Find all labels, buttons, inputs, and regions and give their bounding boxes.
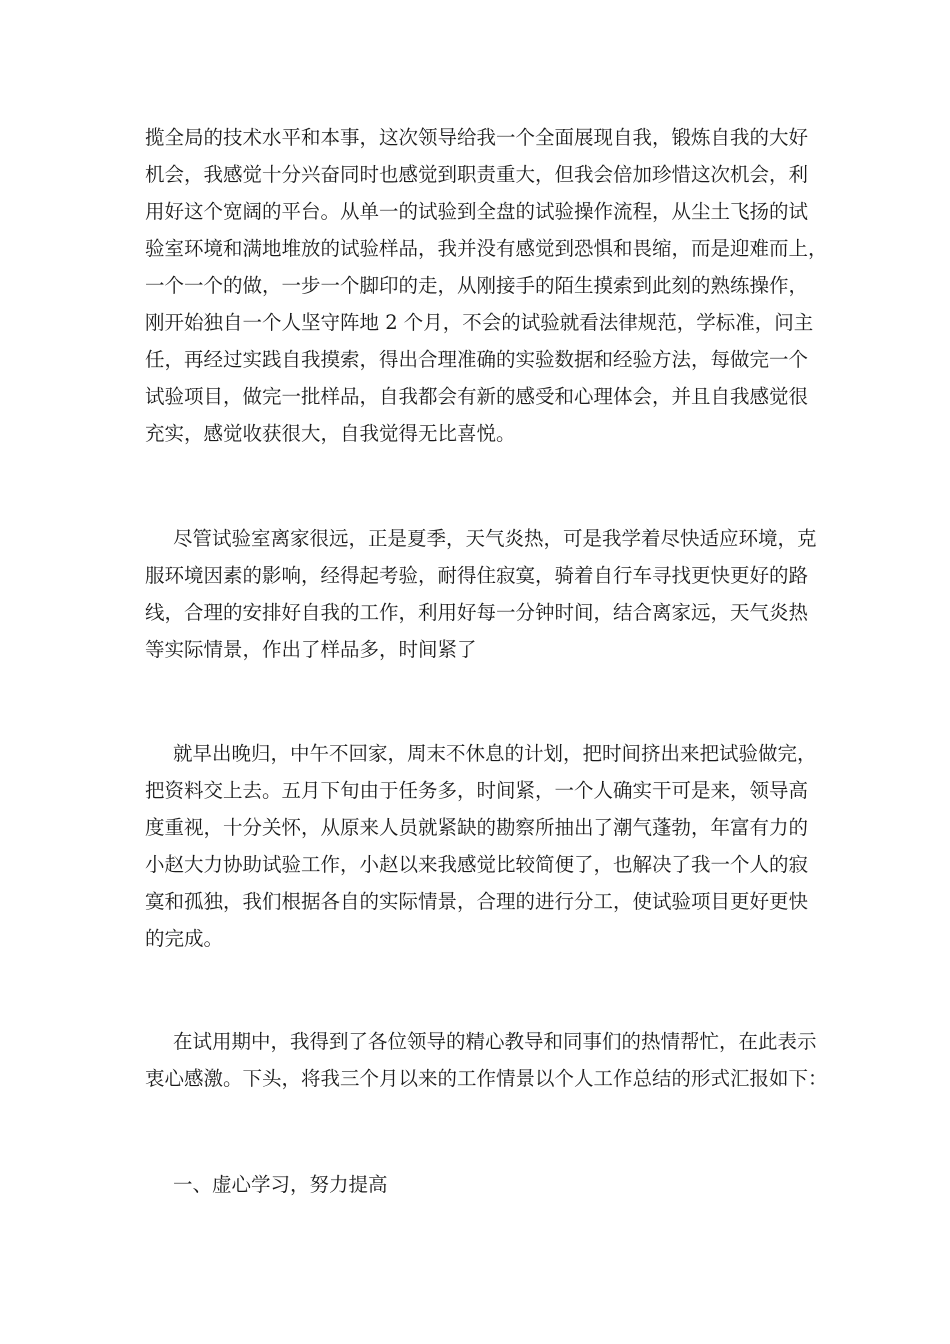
paragraph-line: 服环境因素的影响，经得起考验，耐得住寂寞，骑着自行车寻找更快更好的路: [145, 564, 809, 587]
paragraph-line: 线，合理的安排好自我的工作，利用好每一分钟时间，结合离家远，天气炎热: [145, 601, 809, 624]
paragraph-line: 任，再经过实践自我摸索，得出合理准确的实验数据和经验方法，每做完一个: [145, 348, 809, 371]
section-heading: 一、虚心学习，努力提高: [173, 1173, 388, 1196]
paragraph-line: 刚开始独自一个人坚守阵地 2 个月，不会的试验就看法律规范，学标准，问主: [145, 311, 814, 334]
paragraph-line: 用好这个宽阔的平台。从单一的试验到全盘的试验操作流程，从尘土飞扬的试: [145, 200, 809, 223]
paragraph-line: 小赵大力协助试验工作，小赵以来我感觉比较简便了，也解决了我一个人的寂: [145, 853, 809, 876]
paragraph-line: 就早出晚归，中午不回家，周末不休息的计划，把时间挤出来把试验做完，: [173, 742, 817, 765]
paragraph-line: 把资料交上去。五月下旬由于任务多，时间紧，一个人确实干可是来，领导高: [145, 779, 809, 802]
paragraph-line: 机会，我感觉十分兴奋同时也感觉到职责重大，但我会倍加珍惜这次机会，利: [145, 163, 809, 186]
paragraph-line: 揽全局的技术水平和本事，这次领导给我一个全面展现自我，锻炼自我的大好: [145, 126, 809, 149]
paragraph-line: 在试用期中，我得到了各位领导的精心教导和同事们的热情帮忙，在此表示: [173, 1030, 817, 1053]
paragraph-line: 试验项目，做完一批样品，自我都会有新的感受和心理体会，并且自我感觉很: [145, 385, 809, 408]
paragraph-line: 等实际情景，作出了样品多，时间紧了: [145, 638, 477, 661]
paragraph-line: 寞和孤独，我们根据各自的实际情景，合理的进行分工，使试验项目更好更快: [145, 890, 809, 913]
paragraph-line: 尽管试验室离家很远，正是夏季，天气炎热，可是我学着尽快适应环境，克: [173, 527, 817, 550]
paragraph-line: 度重视，十分关怀，从原来人员就紧缺的勘察所抽出了潮气蓬勃，年富有力的: [145, 816, 809, 839]
paragraph-line: 衷心感激。下头，将我三个月以来的工作情景以个人工作总结的形式汇报如下：: [145, 1067, 828, 1090]
paragraph-line: 的完成。: [145, 927, 224, 950]
paragraph-line: 一个一个的做，一步一个脚印的走，从刚接手的陌生摸索到此刻的熟练操作，: [145, 274, 809, 297]
paragraph-line: 验室环境和满地堆放的试验样品，我并没有感觉到恐惧和畏缩，而是迎难而上，: [145, 237, 828, 260]
paragraph-line: 充实，感觉收获很大，自我觉得无比喜悦。: [145, 422, 516, 445]
